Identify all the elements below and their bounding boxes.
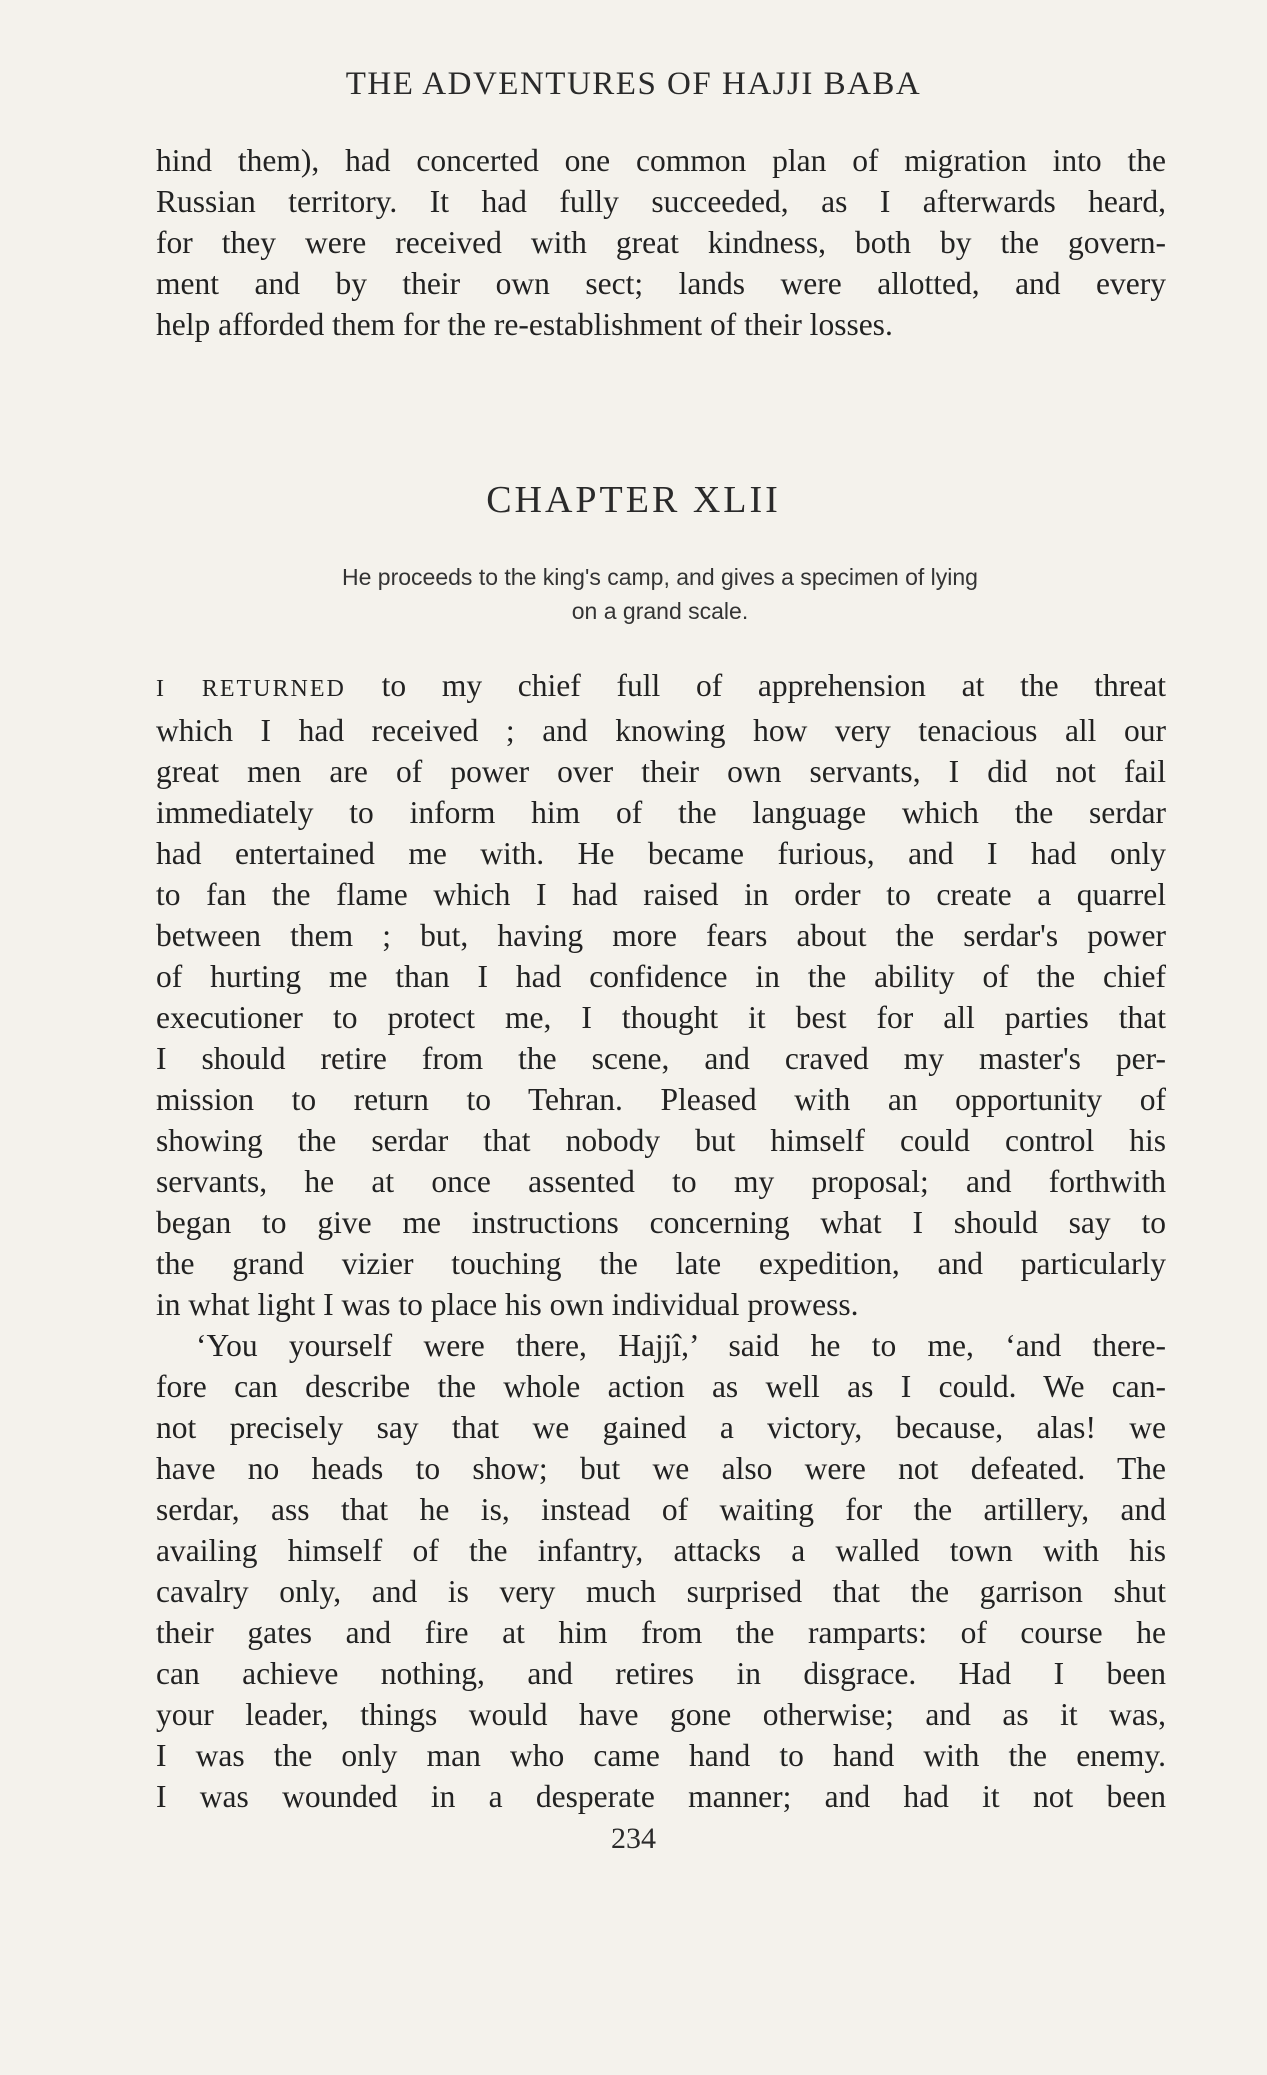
chapter-summary: [200, 560, 1120, 628]
text-line: had entertained me with. He became furious, and I had only: [156, 836, 1166, 871]
text-line: their gates and fire at him from the ramparts: of course he: [156, 1615, 1166, 1650]
text-line: can achieve nothing, and retires in disgrace. Had I been: [156, 1656, 1166, 1691]
text-line: fore can describe the whole action as well as I could. We can-: [156, 1369, 1166, 1404]
text-line: which I had received ; and knowing how very tenacious all our: [156, 713, 1166, 748]
text-line: [156, 665, 1166, 710]
text-line: for they were received with great kindness, both by the govern-: [156, 225, 1166, 260]
text-line: between them ; but, having more fears about the serdar's power: [156, 918, 1166, 953]
text-line: ment and by their own sect; lands were allotted, and every: [156, 266, 1166, 301]
text-line: showing the serdar that nobody but himself could control his: [156, 1123, 1166, 1158]
text-line: began to give me instructions concerning what I should say to: [156, 1205, 1166, 1240]
text-line: I was the only man who came hand to hand with the enemy.: [156, 1738, 1166, 1773]
text-line: great men are of power over their own servants, I did not fail: [156, 754, 1166, 789]
text-line: help afforded them for the re-establishment of their losses.: [156, 307, 893, 342]
text-line: have no heads to show; but we also were not defeated. The: [156, 1451, 1166, 1486]
summary-line: He proceeds to the king's camp, and gives a specimen of lying: [342, 564, 978, 590]
text-line: not precisely say that we gained a victory, because, alas! we: [156, 1410, 1166, 1445]
text-line: Russian territory. It had fully succeeded, as I afterwards heard,: [156, 184, 1166, 219]
chapter-body: [156, 665, 1166, 1817]
text-line: I should retire from the scene, and craved my master's per-: [156, 1041, 1166, 1076]
text-line: serdar, ass that he is, instead of waiting for the artillery, and: [156, 1492, 1166, 1527]
text-line: ‘You yourself were there, Hajjî,’ said he to me, ‘and there-: [196, 1328, 1166, 1363]
text-line: immediately to inform him of the language which the serdar: [156, 795, 1166, 830]
summary-line: on a grand scale.: [571, 598, 749, 624]
intro-paragraph: [156, 140, 1166, 345]
text-fragment: to my chief full of apprehension at the threat: [381, 668, 1166, 703]
text-line: mission to return to Tehran. Pleased with an opportunity of: [156, 1082, 1166, 1117]
text-line: I was wounded in a desperate manner; and had it not been: [156, 1779, 1166, 1814]
running-head: THE ADVENTURES OF HAJJI BABA: [345, 66, 922, 102]
text-line: executioner to protect me, I thought it best for all parties that: [156, 1000, 1166, 1035]
text-line: availing himself of the infantry, attacks a walled town with his: [156, 1533, 1166, 1568]
text-line: to fan the flame which I had raised in order to create a quarrel: [156, 877, 1166, 912]
chapter-title: CHAPTER XLII: [486, 479, 781, 521]
page-number: 234: [611, 1822, 656, 1855]
text-line: hind them), had concerted one common plan of migration into the: [156, 143, 1166, 178]
text-line: servants, he at once assented to my proposal; and forthwith: [156, 1164, 1166, 1199]
text-line: your leader, things would have gone otherwise; and as it was,: [156, 1697, 1166, 1732]
text-line: in what light I was to place his own individual prowess.: [156, 1287, 859, 1322]
text-line: of hurting me than I had confidence in the ability of the chief: [156, 959, 1166, 994]
text-line: the grand vizier touching the late expedition, and particularly: [156, 1246, 1166, 1281]
text-line: cavalry only, and is very much surprised that the garrison shut: [156, 1574, 1166, 1609]
opening-word: I RETURNED: [156, 676, 346, 702]
